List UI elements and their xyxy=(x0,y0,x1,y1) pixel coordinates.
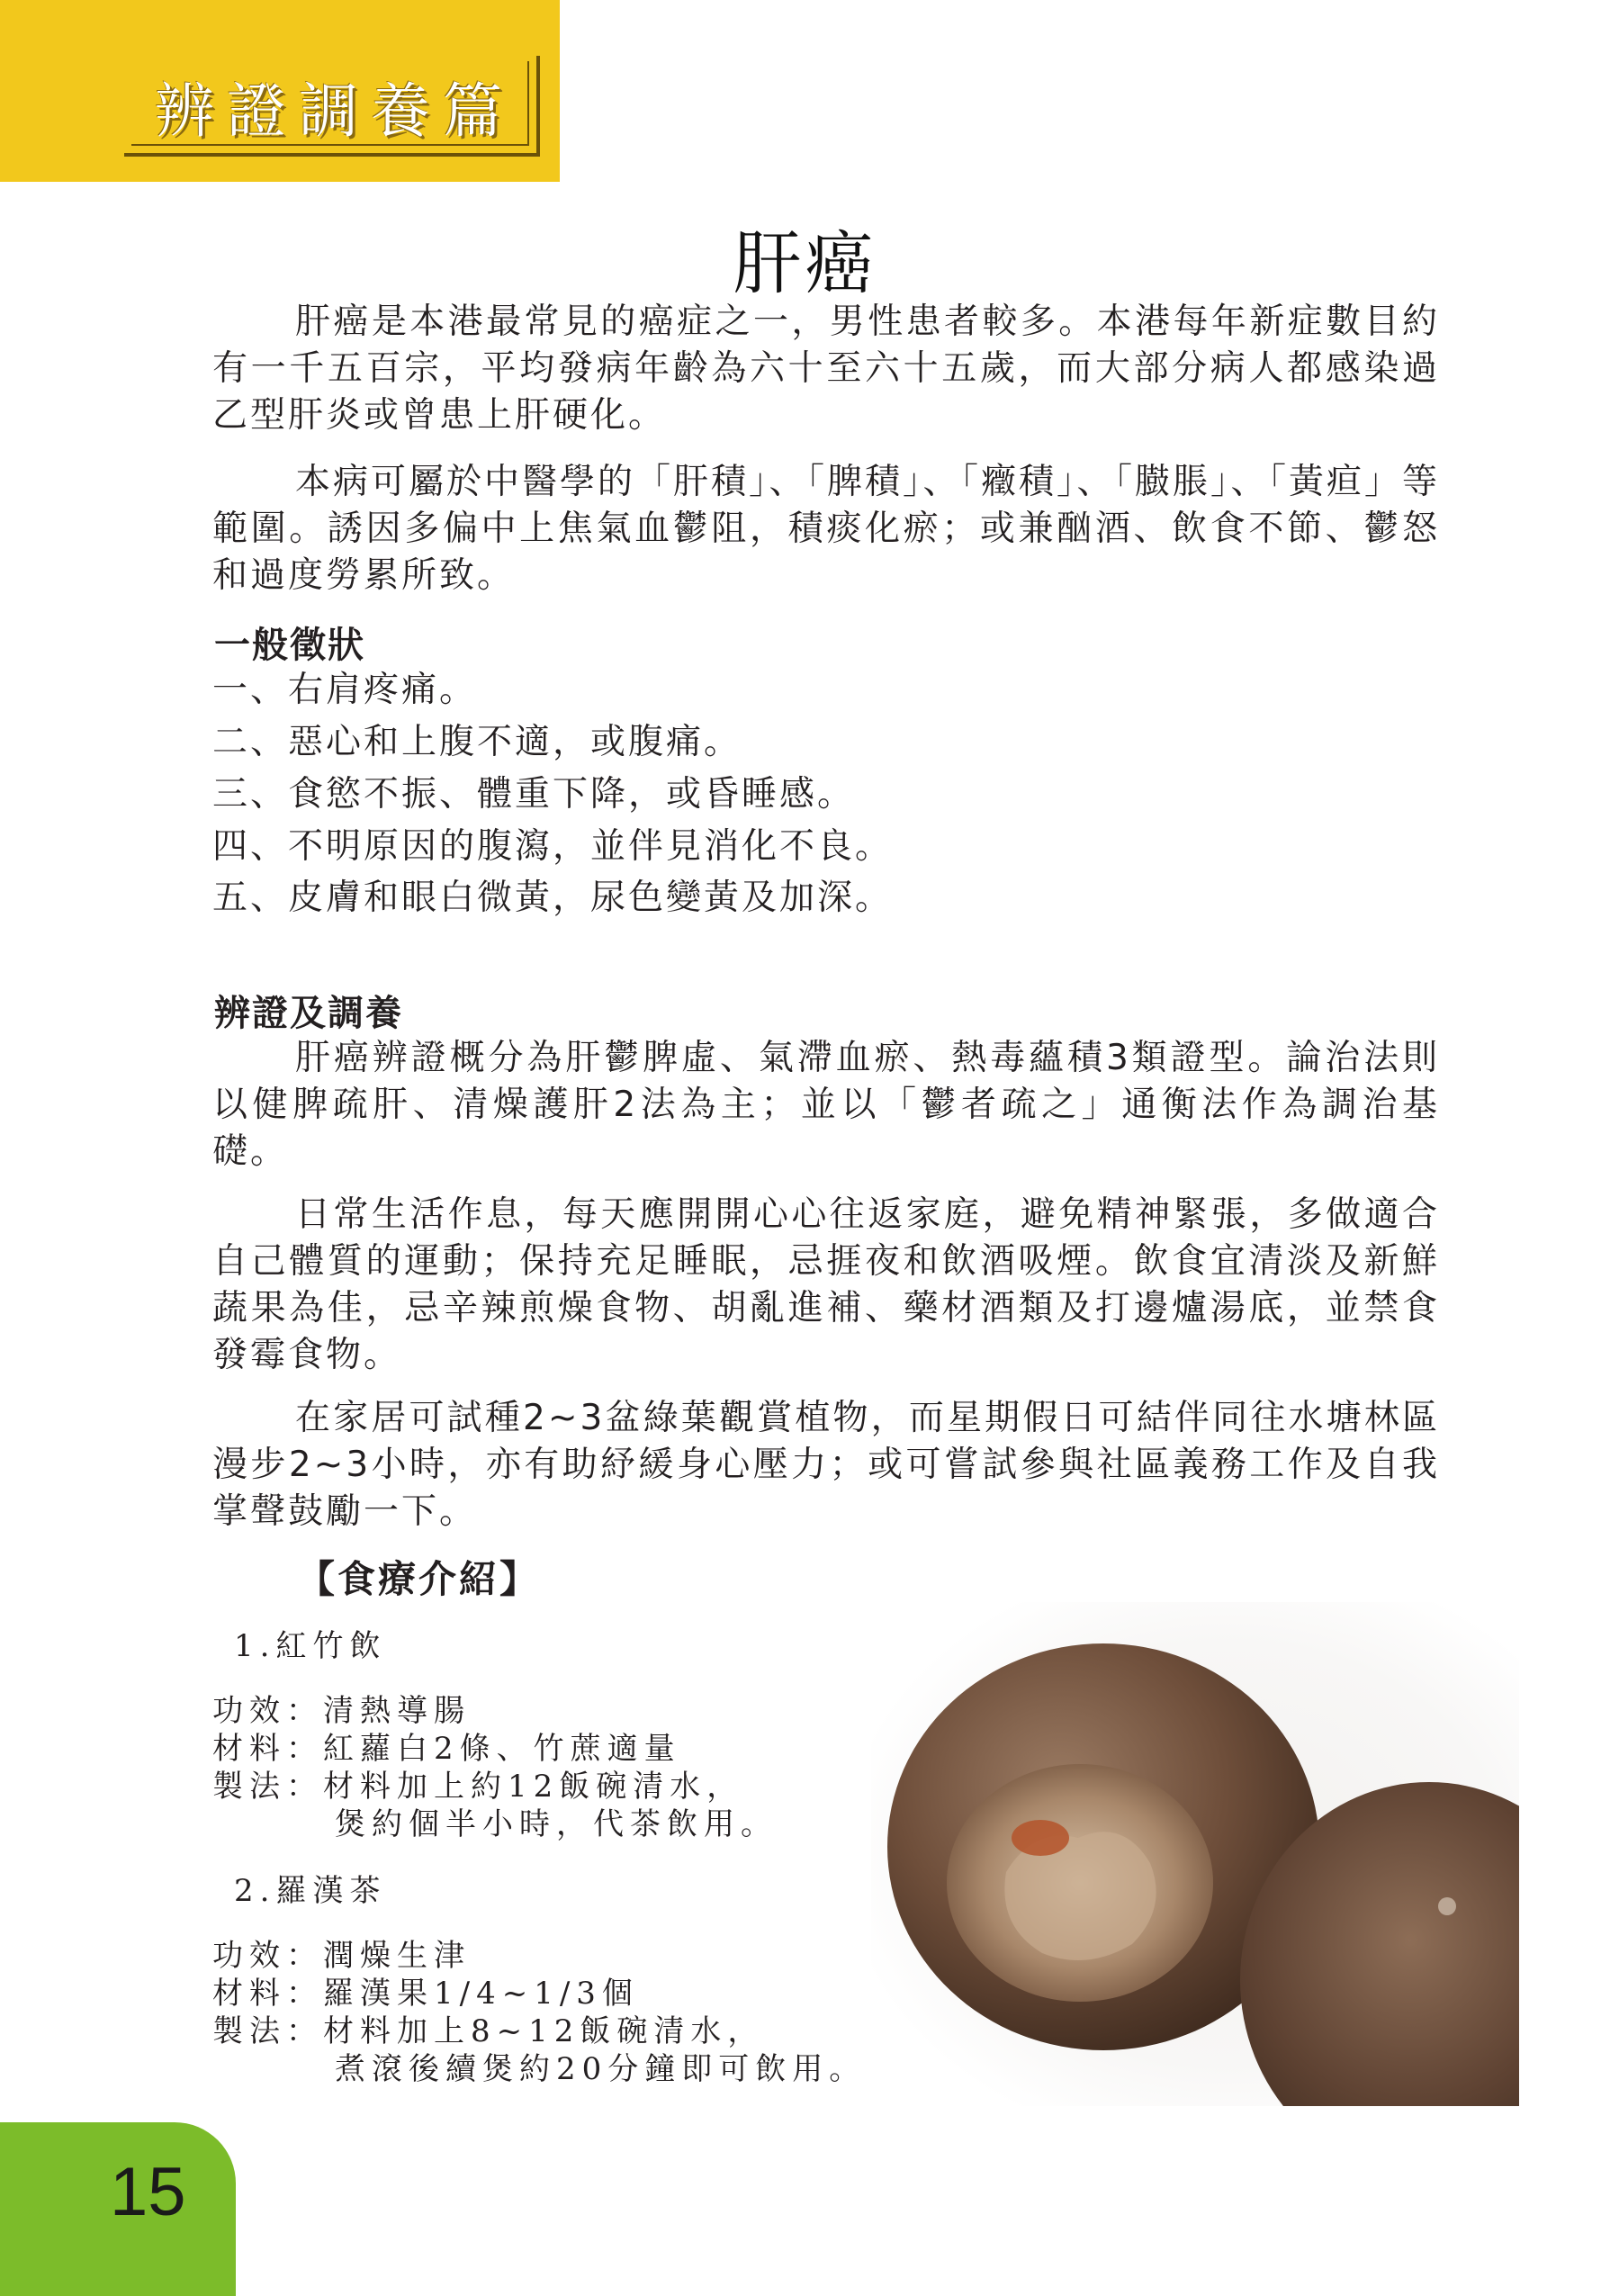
recipe-method: 製法：材料加上8~12飯碗清水， xyxy=(212,2013,765,2049)
care-heading: 辨證及調養 xyxy=(214,993,403,1034)
recipe-method-continued: 煲約個半小時，代茶飲用。 xyxy=(335,1806,778,1842)
recipe-title: 1.紅竹飲 xyxy=(234,1628,387,1664)
symptom-item: 一、右肩疼痛。 xyxy=(212,670,478,710)
care-text-1: 肝癌辨證概分為肝鬱脾虛、氣滯血瘀、熱毒蘊積3類證型。論治法則以健脾疏肝、清燥護肝2法為主；並以「鬱者疏之」通衡法作為調治基礎。 xyxy=(212,1038,1440,1172)
recipe-ingredients: 材料：紅蘿白2條、竹蔗適量 xyxy=(212,1731,681,1767)
page-title: 肝癌 xyxy=(733,223,877,303)
intro-text-2: 本病可屬於中醫學的「肝積」、「脾積」、「癥積」、「臌脹」、「黃疸」等範圍。誘因多偏中上焦氣血鬱阻，積痰化瘀；或兼酗酒、飲食不節、鬱怒和過度勞累所致。 xyxy=(212,462,1441,596)
symptoms-heading: 一般徵狀 xyxy=(214,625,365,666)
page-number: 15 xyxy=(110,2154,186,2230)
recipe-ingredients: 材料：羅漢果1/4~1/3個 xyxy=(212,1976,639,2012)
symptom-item: 二、惡心和上腹不適，或腹痛。 xyxy=(212,722,742,762)
diet-heading: 【食療介紹】 xyxy=(297,1557,541,1601)
luo-han-guo-photo xyxy=(871,1602,1519,2106)
intro-paragraph-1 xyxy=(212,299,1440,439)
recipe-2 xyxy=(212,1872,866,2088)
care-paragraph-1 xyxy=(212,1035,1440,1175)
intro-paragraph-2 xyxy=(212,459,1440,599)
recipe-effect: 功效：清熱導腸 xyxy=(212,1693,471,1729)
intro-text-1: 肝癌是本港最常見的癌症之一，男性患者較多。本港每年新症數目約有一千五百宗，平均發病年齡為六十至六十五歲，而大部分病人都感染過乙型肝炎或曾患上肝硬化。 xyxy=(212,302,1440,436)
recipe-1 xyxy=(212,1627,778,1843)
recipe-effect: 功效：潤燥生津 xyxy=(212,1938,471,1974)
fruit-seed xyxy=(1012,1820,1069,1856)
recipe-title: 2.羅漢茶 xyxy=(234,1873,387,1909)
care-text-3: 在家居可試種2~3盆綠葉觀賞植物，而星期假日可結伴同往水塘林區漫步2~3小時，亦有助紓緩身心壓力；或可嘗試參與社區義務工作及自我掌聲鼓勵一下。 xyxy=(212,1398,1440,1532)
symptom-item: 四、不明原因的腹瀉，並伴見消化不良。 xyxy=(212,826,894,867)
recipe-method: 製法：材料加上約12飯碗清水， xyxy=(212,1769,744,1805)
care-paragraph-3 xyxy=(212,1395,1440,1535)
symptom-item: 三、食慾不振、體重下降，或昏睡感。 xyxy=(212,774,856,815)
care-text-2: 日常生活作息，每天應開開心心往返家庭，避免精神緊張，多做適合自己體質的運動；保持充足睡眠，忌捱夜和飲酒吸煙。飲食宜清淡及新鮮蔬果為佳，忌辛辣煎燥食物、胡亂進補、藥材酒類及打邊爐湯底，並禁食發霉食物。 xyxy=(212,1194,1440,1375)
section-title: 辨證調養篇 xyxy=(155,77,515,146)
care-paragraph-2 xyxy=(212,1192,1440,1379)
symptom-item: 五、皮膚和眼白微黃，尿色變黃及加深。 xyxy=(212,878,894,918)
recipe-method-continued: 煮滾後續煲約20分鐘即可飲用。 xyxy=(335,2051,867,2087)
fruit-highlight xyxy=(1438,1897,1456,1915)
